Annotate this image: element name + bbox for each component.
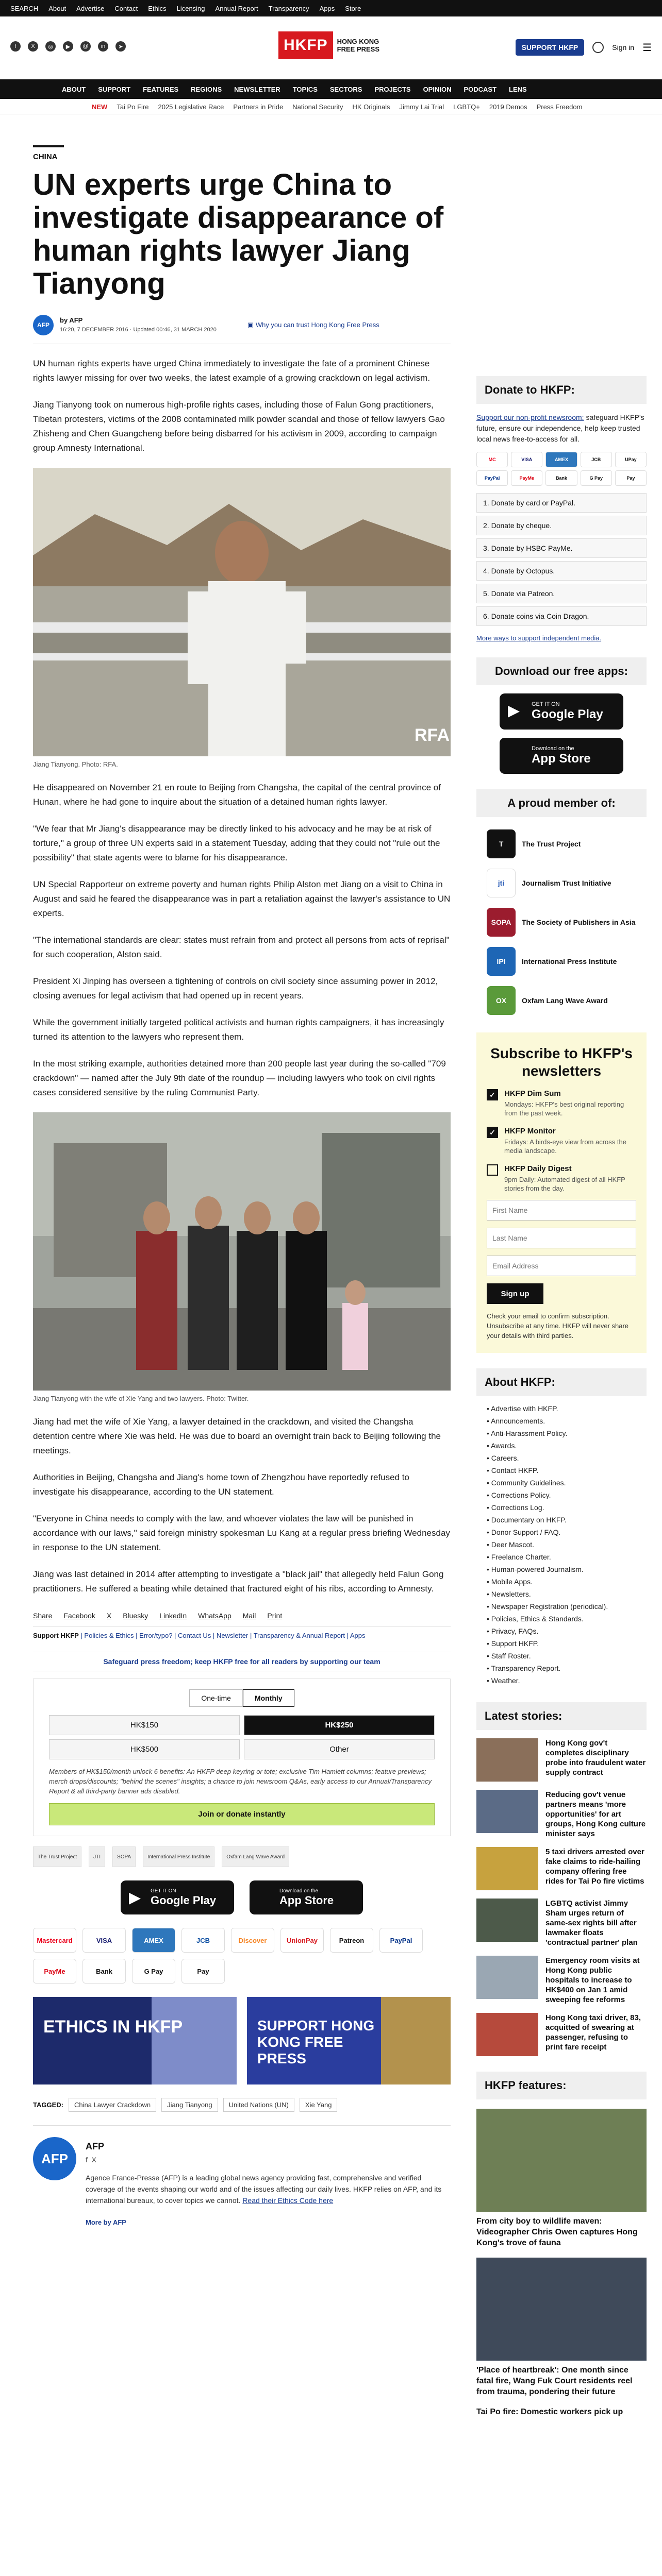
nav-regions[interactable]: REGIONS [191, 85, 222, 93]
apps-widget-title: Download our free apps: [476, 657, 647, 685]
about-link[interactable]: • Awards. [487, 1439, 647, 1452]
article-paragraph: "Everyone in China needs to comply with the law, and whoever violates the law will be punished in accordance with our laws," said foreign ministry spokesman Lu Kang at a regular press briefing Wednesday in response to the UN statement. [33, 1514, 450, 1552]
sidebar [476, 376, 647, 2417]
instagram-icon[interactable]: ◎ [45, 41, 56, 52]
feature-story[interactable]: 'Place of heartbreak': One month since fatal fire, Wang Fuk Court residents reel from trauma, pondering their future [476, 2258, 647, 2397]
about-link[interactable]: • Advertise with HKFP. [487, 1402, 647, 1415]
trending-nav [0, 99, 662, 114]
ipi-logo: IPI [487, 947, 516, 976]
share-bluesky[interactable]: Bluesky [123, 1612, 148, 1620]
nav-topics[interactable]: TOPICS [292, 85, 318, 93]
article-paragraph: Jiang Tianyong took on numerous high-profile rights cases, including those of Falun Gong practitioners, Tibetan protesters, victims of the 2008 contaminated milk powder scandal and those of fellow lawyers Gao Zhisheng and Chen Guangcheng before being disbarred for his activism in 2009, according to campaign group Amnesty International. [33, 400, 445, 453]
newsletter-option[interactable]: ✓ HKFP Dim Sum Mondays: HKFP's best original reporting from the past week. [487, 1089, 636, 1117]
donation-method[interactable]: 1. Donate by card or PayPal. [476, 493, 647, 513]
author-box-avatar[interactable]: AFP [33, 2137, 76, 2180]
topbar-transparency[interactable]: Transparency [268, 4, 309, 12]
telegram-icon[interactable]: ➤ [115, 41, 126, 52]
share-whatsapp[interactable]: WhatsApp [198, 1612, 231, 1620]
story-thumbnail[interactable] [476, 1738, 538, 1782]
payme-icon[interactable]: PayMe [33, 1959, 76, 1984]
donate-widget-title: Donate to HKFP: [476, 376, 647, 404]
trending-link[interactable]: Partners in Pride [233, 103, 284, 111]
jiang-tianyong-photo[interactable] [33, 468, 451, 756]
group-photo[interactable] [33, 1112, 451, 1391]
google-play-badge[interactable]: ▶ GET IT ON Google Play [500, 693, 623, 730]
about-widget-title: About HKFP: [476, 1368, 647, 1396]
nav-lens[interactable]: LENS [509, 85, 527, 93]
partner-logo[interactable]: Oxfam Lang Wave Award [222, 1846, 289, 1867]
latest-story[interactable]: Reducing gov't venue partners means 'more opportunities' for art groups, Hong Kong culture minister says [476, 1790, 647, 1839]
mastercard-icon: MC [476, 452, 508, 467]
social-links [10, 41, 126, 52]
support-link[interactable]: Support HKFP [33, 1632, 79, 1639]
threads-icon[interactable]: @ [80, 41, 91, 52]
member-org[interactable]: SOPA The Society of Publishers in Asia [487, 906, 647, 939]
checkbox-unchecked[interactable] [487, 1164, 498, 1176]
about-link[interactable]: • Newsletters. [487, 1588, 647, 1600]
share-bar [33, 1612, 451, 1626]
policy-links-text[interactable]: | Policies & Ethics | Error/typo? | Contact Us | Newsletter | Transparency & Annual Report | Apps [78, 1632, 366, 1639]
donate-widget-text: safeguard HKFP's future, ensure our independence, help keep trusted local news free-to-access for all. [476, 413, 644, 443]
newsletter-signup [476, 1032, 647, 1353]
topbar-search[interactable]: SEARCH [10, 4, 39, 12]
about-link[interactable]: • Documentary on HKFP. [487, 1514, 647, 1526]
feature-image[interactable] [476, 2109, 647, 2212]
tag[interactable]: Jiang Tianyong [161, 2098, 218, 2112]
amount-option-other[interactable]: Other [244, 1739, 435, 1759]
about-link[interactable]: • Transparency Report. [487, 1662, 647, 1674]
trending-link[interactable]: Tai Po Fire [117, 103, 149, 111]
svg-text:RFA: RFA [415, 725, 450, 745]
photo-caption: Jiang Tianyong. Photo: RFA. [33, 760, 118, 768]
latest-story[interactable]: Hong Kong taxi driver, 83, acquitted of swearing at passenger, refusing to print fare receipt [476, 2013, 647, 2056]
photo-caption: Jiang Tianyong with the wife of Xie Yang and two lawyers. Photo: Twitter. [33, 1395, 249, 1402]
join-donate-button[interactable]: Join or donate instantly [49, 1803, 435, 1825]
nav-podcast[interactable]: PODCAST [464, 85, 497, 93]
story-thumbnail[interactable] [476, 1847, 538, 1890]
bank-icon[interactable]: Bank [82, 1959, 126, 1984]
article-paragraph: "We fear that Mr Jiang's disappearance may be directly linked to his advocacy and he may be at risk of torture," a group of three UN experts said in a statement Tuesday, adding that they could not "rule out the possibility" that state agents were to blame for his disappearance. [33, 824, 440, 862]
about-link[interactable]: • Community Guidelines. [487, 1477, 647, 1489]
trending-link[interactable]: Press Freedom [536, 103, 583, 111]
newsletter-title: Subscribe to HKFP's newsletters [490, 1045, 633, 1079]
last-name-field[interactable]: Last Name [487, 1228, 636, 1248]
trust-link[interactable] [247, 321, 379, 329]
byline [33, 315, 451, 335]
nav-projects[interactable]: PROJECTS [374, 85, 411, 93]
logo-line-2: FREE PRESS [337, 45, 380, 53]
jti-logo: jti [487, 869, 516, 897]
sidebar-payment-icons [476, 452, 647, 486]
donation-method[interactable]: 6. Donate coins via Coin Dragon. [476, 606, 647, 626]
nav-about[interactable]: ABOUT [62, 85, 86, 93]
patreon-icon[interactable]: Patreon [330, 1928, 373, 1953]
story-thumbnail[interactable] [476, 1790, 538, 1833]
feature-story[interactable]: From city boy to wildlife maven: Videographer Chris Owen captures Hong Kong's trove of fauna [476, 2109, 647, 2248]
promo-banners [33, 1997, 451, 2084]
apple-pay-icon[interactable]: Pay [181, 1959, 225, 1984]
share-linkedin[interactable]: LinkedIn [159, 1612, 187, 1620]
unionpay-icon: UPay [615, 452, 647, 467]
about-link[interactable]: • Donor Support / FAQ. [487, 1526, 647, 1538]
latest-story[interactable]: 5 taxi drivers arrested over fake claims to ride-hailing company offering free rides for Tai Po fire victims [476, 1847, 647, 1890]
article-paragraph: In the most striking example, authorities detained more than 200 people last year during the so-called "709 crackdown" — named after the July 9th date of the roundup — including lawyers who took on civil rights cases considered sensitive by the ruling Communist Party. [33, 1059, 446, 1097]
google-play-badge[interactable]: ▶ GET IT ON Google Play [121, 1880, 234, 1914]
about-link[interactable]: • Contact HKFP. [487, 1464, 647, 1477]
topbar-advertise[interactable]: Advertise [76, 4, 105, 12]
topbar-licensing[interactable]: Licensing [176, 4, 205, 12]
member-organisations [476, 827, 647, 1017]
membership-benefits: Members of HK$150/month unlock 6 benefits: An HKFP deep keyring or tote; exclusive Tim Hamlett columns; feature previews; merch drops/discounts; "behind the scenes" insights; a chance to join newsroom Q&As, early access to our Annual/Transparency Report & all third-party banner ads disabled. [49, 1768, 432, 1795]
donation-method[interactable]: 4. Donate by Octopus. [476, 561, 647, 581]
unionpay-icon[interactable]: UnionPay [280, 1928, 324, 1953]
about-link[interactable]: • Support HKFP. [487, 1637, 647, 1650]
article-paragraph: He disappeared on November 21 en route to Beijing from Changsha, the capital of the central province of Hunan, where he had gone to inquire about the situation of a detained human rights lawyer. [33, 783, 441, 807]
first-name-field[interactable]: First Name [487, 1200, 636, 1221]
checkbox-checked[interactable]: ✓ [487, 1127, 498, 1138]
oxfam-award-logo: OX [487, 986, 516, 1015]
trust-icon: ▣ [247, 321, 256, 329]
bank-icon: Bank [545, 470, 577, 486]
partner-logos [33, 1846, 451, 1867]
tags-label: TAGGED: [33, 2101, 63, 2109]
topbar-contact[interactable]: Contact [114, 4, 138, 12]
byline-dates: 16:20, 7 DECEMBER 2016 · Updated 00:46, 31 MARCH 2020 [60, 327, 217, 333]
nav-features[interactable]: FEATURES [143, 85, 179, 93]
latest-widget-title: Latest stories: [476, 1702, 647, 1730]
byline-author[interactable]: by AFP [60, 316, 83, 324]
about-links [476, 1402, 647, 1687]
about-link[interactable]: • Deer Mascot. [487, 1538, 647, 1551]
paypal-icon: PayPal [476, 470, 508, 486]
payme-icon: PayMe [511, 470, 542, 486]
google-play-icon: ▶ [508, 702, 520, 719]
partner-logo[interactable]: JTI [89, 1846, 105, 1867]
about-link[interactable]: • Policies, Ethics & Standards. [487, 1613, 647, 1625]
trending-link[interactable]: 2019 Demos [489, 103, 527, 111]
donate-box [33, 1652, 451, 2084]
app-store-badge[interactable]: Download on the App Store [250, 1880, 363, 1914]
donation-method[interactable]: 2. Donate by cheque. [476, 516, 647, 535]
feature-image[interactable] [476, 2258, 647, 2361]
monthly-tab[interactable]: Monthly [243, 1689, 294, 1707]
topbar-apps[interactable]: Apps [319, 4, 335, 12]
about-link[interactable]: • Anti-Harassment Policy. [487, 1427, 647, 1439]
author-box-name[interactable]: AFP [86, 2141, 104, 2151]
donation-methods [476, 493, 647, 626]
about-link[interactable]: • Freelance Charter. [487, 1551, 647, 1563]
amex-icon[interactable]: AMEX [132, 1928, 175, 1953]
about-link[interactable]: • Announcements. [487, 1415, 647, 1427]
share-label[interactable]: Share [33, 1612, 53, 1620]
member-org[interactable]: jti Journalism Trust Initiative [487, 867, 647, 900]
author-social-icons [86, 2156, 96, 2164]
trending-link[interactable]: National Security [292, 103, 343, 111]
topbar-annual-report[interactable]: Annual Report [215, 4, 258, 12]
amount-option-selected[interactable]: HK$250 [244, 1715, 435, 1735]
facebook-icon[interactable]: f [10, 41, 21, 52]
app-store-badges [33, 1880, 451, 1914]
member-org[interactable]: OX Oxfam Lang Wave Award [487, 984, 647, 1017]
story-thumbnail[interactable] [476, 2013, 538, 2056]
one-time-tab[interactable]: One-time [189, 1689, 243, 1707]
sopa-logo: SOPA [487, 908, 516, 937]
newsletter-note: Check your email to confirm subscription. Unsubscribe at any time. HKFP will never share your details with third parties. [487, 1312, 629, 1340]
story-thumbnail[interactable] [476, 1956, 538, 1999]
more-by-author-link[interactable]: More by AFP [86, 2218, 126, 2226]
amount-options [49, 1715, 435, 1759]
article-figure [33, 468, 451, 768]
more-ways-link[interactable]: More ways to support independent media. [476, 634, 602, 642]
google-pay-icon[interactable]: G Pay [132, 1959, 175, 1984]
mastercard-icon[interactable]: Mastercard [33, 1928, 76, 1953]
policy-links[interactable] [33, 1632, 451, 1639]
payment-methods [33, 1928, 451, 1984]
user-icon[interactable] [592, 42, 604, 53]
category-kicker[interactable]: CHINA [33, 145, 64, 161]
about-link[interactable]: • Corrections Policy. [487, 1489, 647, 1501]
jcb-icon[interactable]: JCB [181, 1928, 225, 1953]
trust-project-logo: T [487, 829, 516, 858]
member-org[interactable]: T The Trust Project [487, 827, 647, 860]
checkbox-checked[interactable]: ✓ [487, 1089, 498, 1100]
trending-link[interactable]: Jimmy Lai Trial [399, 103, 444, 111]
feature-story[interactable]: Tai Po fire: Domestic workers pick up [476, 2408, 623, 2416]
donate-widget-link[interactable]: Support our non-profit newsroom: [476, 413, 584, 421]
signup-button[interactable]: Sign up [487, 1283, 543, 1304]
story-thumbnail[interactable] [476, 1899, 538, 1942]
trending-link[interactable]: 2025 Legislative Race [158, 103, 224, 111]
about-link[interactable]: • Privacy, FAQs. [487, 1625, 647, 1637]
tag[interactable]: China Lawyer Crackdown [69, 2098, 156, 2112]
latest-story[interactable]: LGBTQ activist Jimmy Sham urges return of same-sex rights bill after lawmaker floats 'contractual partner' plan [476, 1899, 647, 1947]
features-widget-title: HKFP features: [476, 2072, 647, 2099]
author-ethics-link[interactable]: Read their Ethics Code here [242, 2196, 334, 2205]
article-paragraph: While the government initially targeted political activists and human rights campaigners, it has increasingly turned its attention to the lawyers who represent them. [33, 1018, 444, 1042]
author-bio: Agence France-Presse (AFP) is a leading global news agency providing fast, comprehensive and verified coverage of the events shaping our world and of the issues affecting our daily lives. HKFP relies on AFP, and its international bureaux, to cover topics we cannot. [86, 2174, 442, 2205]
member-widget-title: A proud member of: [476, 789, 647, 817]
partner-logo[interactable]: The Trust Project [33, 1846, 81, 1867]
article-figure [33, 1112, 451, 1402]
x-icon[interactable]: X [28, 41, 38, 52]
masthead [0, 16, 662, 79]
email-field[interactable]: Email Address [487, 1256, 636, 1276]
about-link[interactable]: • Weather. [487, 1674, 647, 1687]
google-pay-icon: G Pay [581, 470, 612, 486]
latest-story[interactable]: Emergency room visits at Hong Kong public hospitals to increase to HK$400 on Jan 1 amid sweeping fee reforms [476, 1956, 647, 2005]
facebook-icon[interactable]: f [86, 2156, 88, 2164]
article-headline: UN experts urge China to investigate disappearance of human rights lawyer Jiang Tianyong [33, 168, 444, 300]
article-paragraph: Jiang had met the wife of Xie Yang, a lawyer detained in the crackdown, and visited the Changsha detention centre where Xie was held. He was due to board an overnight train back to Beijing following the meetings. [33, 1417, 441, 1455]
main-nav [0, 79, 662, 99]
about-link[interactable]: • Mobile Apps. [487, 1575, 647, 1588]
about-link[interactable]: • Human-powered Journalism. [487, 1563, 647, 1575]
jcb-icon: JCB [581, 452, 612, 467]
share-facebook[interactable]: Facebook [63, 1612, 95, 1620]
newsletter-option[interactable]: HKFP Daily Digest 9pm Daily: Automated digest of all HKFP stories from the day. [487, 1164, 636, 1193]
newsletter-option[interactable]: ✓ HKFP Monitor Fridays: A birds-eye view from across the media landscape. [487, 1127, 636, 1155]
about-link[interactable]: • Newspaper Registration (periodical). [487, 1600, 647, 1613]
donation-method[interactable]: 3. Donate by HSBC PayMe. [476, 538, 647, 558]
about-link[interactable]: • Corrections Log. [487, 1501, 647, 1514]
ethics-banner[interactable]: ETHICS IN HKFP [33, 1997, 237, 2084]
youtube-icon[interactable]: ▶ [63, 41, 73, 52]
visa-icon: VISA [511, 452, 542, 467]
article-paragraph: UN human rights experts have urged China immediately to investigate the fate of a prominent Chinese rights lawyer missing for over two weeks, the latest example of a growing crackdown on legal activism. [33, 359, 431, 383]
topbar-ethics[interactable]: Ethics [148, 4, 167, 12]
trending-new-label: NEW [92, 103, 108, 111]
masthead-actions [516, 39, 652, 56]
support-banner[interactable]: SUPPORT HONG KONG FREE PRESS [247, 1997, 451, 2084]
member-org[interactable]: IPI International Press Institute [487, 945, 647, 978]
article-paragraph: Authorities in Beijing, Changsha and Jiang's home town of Zhengzhou have reportedly refused to investigate his disappearance, according to the UN statement. [33, 1472, 409, 1497]
article-tags [33, 2098, 451, 2112]
share-print[interactable]: Print [267, 1612, 283, 1620]
frequency-toggle [49, 1689, 435, 1707]
menu-icon[interactable]: ☰ [642, 42, 652, 54]
donation-method[interactable]: 5. Donate via Patreon. [476, 584, 647, 603]
topbar-store[interactable]: Store [345, 4, 361, 12]
sign-in-link[interactable]: Sign in [612, 43, 635, 52]
donate-headline[interactable]: Safeguard press freedom; keep HKFP free for all readers by supporting our team [33, 1652, 451, 1671]
discover-icon[interactable]: Discover [231, 1928, 274, 1953]
article-paragraph: UN Special Rapporteur on extreme poverty and human rights Philip Alston met Jiang on a visit to China in August and said he feared the disappearance was in part a retaliation against the lawyer's assistance to UN experts. [33, 879, 451, 918]
tag[interactable]: Xie Yang [300, 2098, 338, 2112]
share-x[interactable]: X [106, 1612, 112, 1620]
amex-icon: AMEX [545, 452, 577, 467]
article [33, 145, 451, 2233]
about-link[interactable]: • Careers. [487, 1452, 647, 1464]
latest-story[interactable]: Hong Kong gov't completes disciplinary probe into fraudulent water supply contract [476, 1738, 647, 1782]
logo-line-1: HONG KONG [337, 38, 379, 45]
partner-logo[interactable]: International Press Institute [143, 1846, 214, 1867]
trending-link[interactable]: LGBTQ+ [453, 103, 480, 111]
nav-sectors[interactable]: SECTORS [329, 85, 362, 93]
apple-pay-icon: Pay [615, 470, 647, 486]
nav-opinion[interactable]: OPINION [423, 85, 452, 93]
author-box [33, 2125, 451, 2233]
author-avatar[interactable]: AFP [33, 315, 54, 335]
visa-icon[interactable]: VISA [82, 1928, 126, 1953]
about-link[interactable]: • Staff Roster. [487, 1650, 647, 1662]
top-utility-bar [0, 0, 662, 16]
article-paragraph: Jiang was last detained in 2014 after attempting to investigate a "black jail" that allegedly held Falun Gong practitioners. He suffered a beating while detained that fractured eight of his ribs, according to Amnesty. [33, 1569, 444, 1594]
nav-newsletter[interactable]: NEWSLETTER [234, 85, 280, 93]
partner-logo[interactable]: SOPA [112, 1846, 136, 1867]
amount-option[interactable]: HK$500 [49, 1739, 240, 1759]
google-play-icon: ▶ [129, 1889, 141, 1906]
latest-stories [476, 1738, 647, 2056]
tag[interactable]: United Nations (UN) [223, 2098, 294, 2112]
linkedin-icon[interactable]: in [98, 41, 108, 52]
x-icon[interactable]: X [91, 2156, 97, 2164]
site-logo[interactable]: HKFP HONG KONG FREE PRESS [278, 27, 384, 64]
paypal-icon[interactable]: PayPal [379, 1928, 423, 1953]
nav-support[interactable]: SUPPORT [98, 85, 131, 93]
trending-link[interactable]: HK Originals [352, 103, 390, 111]
topbar-about[interactable]: About [48, 4, 67, 12]
app-store-badge[interactable]: Download on the App Store [500, 738, 623, 774]
support-hkfp-button[interactable]: SUPPORT HKFP [516, 39, 585, 56]
trust-label: Why you can trust Hong Kong Free Press [255, 321, 379, 329]
share-mail[interactable]: Mail [242, 1612, 256, 1620]
article-paragraph: President Xi Jinping has overseen a tightening of controls on civil society since assuming power in 2012, closing avenues for legal activism that had opened up in recent years. [33, 976, 438, 1001]
article-paragraph: "The international standards are clear: states must refrain from and protect all persons from acts of reprisal" for such cooperation, Alston said. [33, 935, 450, 959]
amount-option[interactable]: HK$150 [49, 1715, 240, 1735]
